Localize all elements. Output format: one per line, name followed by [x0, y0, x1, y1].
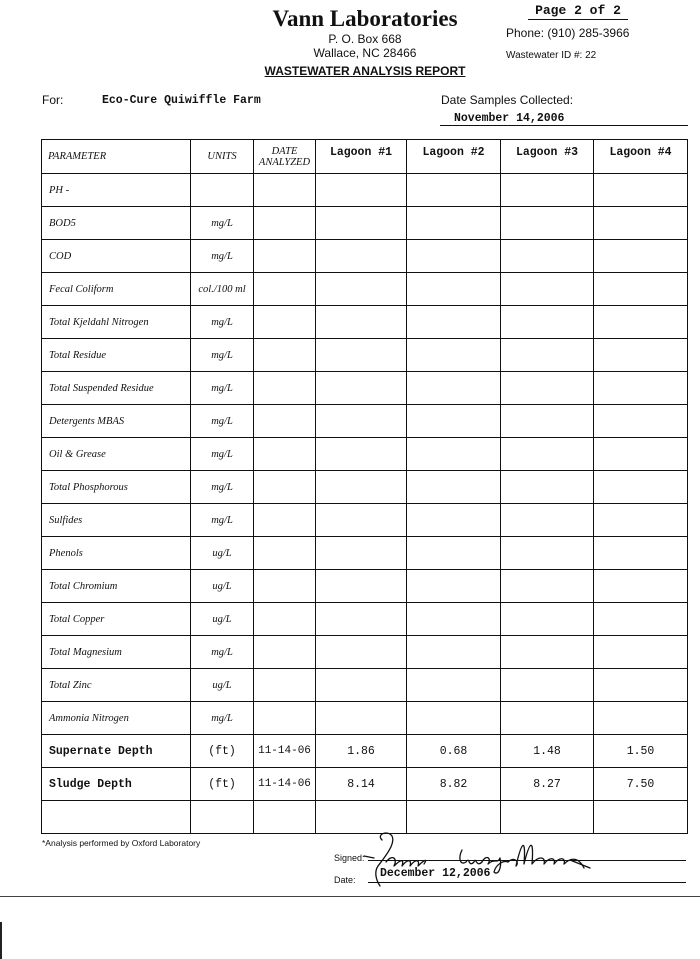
- date-analyzed-cell: [254, 603, 316, 636]
- signature-stroke-ay: [482, 858, 508, 874]
- lab-name: Vann Laboratories: [272, 6, 458, 31]
- table-row: [42, 240, 688, 273]
- date-analyzed-cell: [254, 372, 316, 405]
- lagoon-4-cell: [594, 669, 688, 702]
- units-cell: mg/L: [191, 471, 254, 504]
- date-analyzed-cell: [254, 504, 316, 537]
- lagoon-2-cell: [407, 504, 501, 537]
- lagoon-2-cell: [407, 174, 501, 207]
- lagoon-4-cell: [594, 636, 688, 669]
- lagoon-1-cell: [316, 372, 407, 405]
- signature-stroke-w: [460, 850, 482, 864]
- parameter-cell: Total Kjeldahl Nitrogen: [42, 306, 191, 339]
- parameter-cell: Detergents MBAS: [42, 405, 191, 438]
- units-cell: ug/L: [191, 669, 254, 702]
- parameter-cell: Ammonia Nitrogen: [42, 702, 191, 735]
- parameter-cell: Sludge Depth: [42, 768, 191, 801]
- parameter-cell: PH -: [42, 174, 191, 207]
- lagoon-3-cell: [501, 471, 594, 504]
- date-analyzed-cell: [254, 339, 316, 372]
- header-parameter: PARAMETER: [42, 140, 191, 174]
- lagoon-2-cell: [407, 471, 501, 504]
- footnote: *Analysis performed by Oxford Laboratory: [42, 838, 201, 848]
- lagoon-4-cell: [594, 438, 688, 471]
- lagoon-1-cell: [316, 537, 407, 570]
- lagoon-4-cell: [594, 603, 688, 636]
- empty-cell: [191, 801, 254, 834]
- date-analyzed-cell: [254, 669, 316, 702]
- units-cell: ug/L: [191, 603, 254, 636]
- table-row: [42, 735, 688, 768]
- header-units: UNITS: [191, 140, 254, 174]
- header-date-line2: ANALYZED: [258, 156, 311, 168]
- lagoon-1-cell: [316, 405, 407, 438]
- lab-phone: Phone: (910) 285-3966: [506, 26, 630, 40]
- lagoon-2-cell: [407, 273, 501, 306]
- signed-label: Signed:: [334, 853, 365, 863]
- lagoon-1-cell: [316, 636, 407, 669]
- lagoon-3-cell: [501, 372, 594, 405]
- lagoon-1-cell: [316, 339, 407, 372]
- table-row: [42, 669, 688, 702]
- lagoon-3-cell: [501, 504, 594, 537]
- lagoon-2-cell: [407, 405, 501, 438]
- header-lagoon-1: Lagoon #1: [316, 140, 407, 174]
- lagoon-4-cell: [594, 240, 688, 273]
- lagoon-3-cell: [501, 174, 594, 207]
- lagoon-1-cell: [316, 174, 407, 207]
- table-row: [42, 405, 688, 438]
- lagoon-4-cell: [594, 405, 688, 438]
- wastewater-id: Wastewater ID #: 22: [506, 50, 597, 61]
- empty-cell: [594, 801, 688, 834]
- parameter-cell: Total Magnesium: [42, 636, 191, 669]
- date-collected-value: November 14,2006: [440, 112, 688, 126]
- lagoon-4-cell: [594, 471, 688, 504]
- lagoon-3-cell: 8.27: [501, 768, 594, 801]
- lagoon-4-cell: [594, 273, 688, 306]
- date-analyzed-cell: 11-14-06: [254, 768, 316, 801]
- header-date-analyzed: [254, 140, 316, 174]
- table-row: [42, 537, 688, 570]
- lagoon-3-cell: [501, 702, 594, 735]
- units-cell: mg/L: [191, 240, 254, 273]
- header-lagoon-2: Lagoon #2: [407, 140, 501, 174]
- date-analyzed-cell: [254, 537, 316, 570]
- empty-cell: [254, 801, 316, 834]
- date-analyzed-cell: [254, 273, 316, 306]
- lagoon-3-cell: [501, 207, 594, 240]
- signature-stroke-j: [376, 833, 393, 886]
- lagoon-1-cell: [316, 570, 407, 603]
- parameter-cell: Fecal Coliform: [42, 273, 191, 306]
- lagoon-1-cell: [316, 504, 407, 537]
- units-cell: mg/L: [191, 438, 254, 471]
- lagoon-3-cell: [501, 306, 594, 339]
- table-row: [42, 372, 688, 405]
- analysis-table: [41, 139, 688, 834]
- table-row: [42, 339, 688, 372]
- lagoon-3-cell: [501, 537, 594, 570]
- scan-edge-mark: [0, 922, 2, 959]
- lagoon-2-cell: [407, 570, 501, 603]
- lagoon-2-cell: [407, 603, 501, 636]
- lagoon-1-cell: [316, 603, 407, 636]
- date-analyzed-cell: [254, 240, 316, 273]
- date-analyzed-cell: [254, 438, 316, 471]
- units-cell: mg/L: [191, 372, 254, 405]
- units-cell: mg/L: [191, 636, 254, 669]
- parameter-cell: COD: [42, 240, 191, 273]
- lagoon-1-cell: [316, 207, 407, 240]
- date-analyzed-cell: [254, 570, 316, 603]
- page-bottom-rule: [0, 896, 700, 897]
- handwritten-signature: [358, 828, 598, 892]
- table-row: [42, 471, 688, 504]
- signature-stroke-tail: [570, 860, 590, 868]
- units-cell: ug/L: [191, 537, 254, 570]
- lagoon-2-cell: [407, 240, 501, 273]
- units-cell: col./100 ml: [191, 273, 254, 306]
- empty-cell: [42, 801, 191, 834]
- parameter-cell: Oil & Grease: [42, 438, 191, 471]
- lagoon-1-cell: 8.14: [316, 768, 407, 801]
- lagoon-4-cell: [594, 570, 688, 603]
- date-analyzed-cell: [254, 636, 316, 669]
- lab-po-box: P. O. Box 668: [328, 32, 402, 46]
- lagoon-2-cell: [407, 702, 501, 735]
- lagoon-4-cell: [594, 174, 688, 207]
- header-date-line1: DATE: [271, 145, 298, 157]
- lagoon-1-cell: 1.86: [316, 735, 407, 768]
- table-row: [42, 768, 688, 801]
- units-cell: [191, 174, 254, 207]
- parameter-cell: Total Suspended Residue: [42, 372, 191, 405]
- units-cell: mg/L: [191, 405, 254, 438]
- signature-stroke-dash: [364, 856, 374, 858]
- lagoon-2-cell: 0.68: [407, 735, 501, 768]
- lagoon-3-cell: [501, 405, 594, 438]
- units-cell: mg/L: [191, 504, 254, 537]
- lagoon-4-cell: [594, 207, 688, 240]
- lagoon-1-cell: [316, 471, 407, 504]
- date-analyzed-cell: [254, 306, 316, 339]
- lagoon-3-cell: [501, 636, 594, 669]
- parameter-cell: BOD5: [42, 207, 191, 240]
- units-cell: ug/L: [191, 570, 254, 603]
- signature-stroke-first: [386, 858, 426, 866]
- lagoon-3-cell: 1.48: [501, 735, 594, 768]
- lagoon-3-cell: [501, 438, 594, 471]
- parameter-cell: Total Phosphorous: [42, 471, 191, 504]
- lagoon-2-cell: [407, 438, 501, 471]
- units-cell: (ft): [191, 735, 254, 768]
- date-analyzed-cell: [254, 405, 316, 438]
- table-row: [42, 273, 688, 306]
- lab-city: Wallace, NC 28466: [313, 46, 417, 60]
- table-row: [42, 306, 688, 339]
- page-number: Page 2 of 2: [528, 3, 628, 20]
- lagoon-2-cell: [407, 306, 501, 339]
- date-analyzed-cell: [254, 471, 316, 504]
- date-label: Date:: [334, 875, 356, 885]
- table-row: [42, 636, 688, 669]
- date-analyzed-cell: [254, 207, 316, 240]
- lagoon-2-cell: 8.82: [407, 768, 501, 801]
- date-analyzed-cell: [254, 702, 316, 735]
- lagoon-4-cell: [594, 537, 688, 570]
- header-lagoon-4: Lagoon #4: [594, 140, 688, 174]
- lagoon-4-cell: [594, 504, 688, 537]
- lagoon-3-cell: [501, 570, 594, 603]
- lagoon-3-cell: [501, 273, 594, 306]
- date-analyzed-cell: [254, 174, 316, 207]
- table-row: [42, 702, 688, 735]
- parameter-cell: Sulfides: [42, 504, 191, 537]
- lagoon-4-cell: [594, 372, 688, 405]
- lagoon-1-cell: [316, 702, 407, 735]
- units-cell: mg/L: [191, 339, 254, 372]
- lagoon-3-cell: [501, 603, 594, 636]
- parameter-cell: Supernate Depth: [42, 735, 191, 768]
- lagoon-1-cell: [316, 240, 407, 273]
- table-row: [42, 207, 688, 240]
- table-row: [42, 603, 688, 636]
- lagoon-2-cell: [407, 372, 501, 405]
- table-row: [42, 570, 688, 603]
- units-cell: mg/L: [191, 306, 254, 339]
- date-collected-label: Date Samples Collected:: [441, 93, 574, 107]
- lagoon-1-cell: [316, 669, 407, 702]
- units-cell: (ft): [191, 768, 254, 801]
- for-label: For:: [42, 93, 64, 107]
- lagoon-4-cell: [594, 339, 688, 372]
- header-lagoon-3: Lagoon #3: [501, 140, 594, 174]
- lagoon-3-cell: [501, 339, 594, 372]
- table-row: [42, 438, 688, 471]
- lagoon-2-cell: [407, 207, 501, 240]
- units-cell: mg/L: [191, 207, 254, 240]
- parameter-cell: Total Residue: [42, 339, 191, 372]
- lagoon-3-cell: [501, 240, 594, 273]
- lagoon-1-cell: [316, 306, 407, 339]
- lagoon-1-cell: [316, 273, 407, 306]
- date-analyzed-cell: 11-14-06: [254, 735, 316, 768]
- signed-date: December 12,2006: [368, 867, 686, 883]
- lagoon-2-cell: [407, 669, 501, 702]
- parameter-cell: Total Chromium: [42, 570, 191, 603]
- lagoon-4-cell: [594, 702, 688, 735]
- lagoon-4-cell: [594, 306, 688, 339]
- report-title: WASTEWATER ANALYSIS REPORT: [264, 64, 466, 78]
- table-row: [42, 174, 688, 207]
- signature-stroke-last: [508, 845, 584, 868]
- table-header-row: [42, 140, 688, 174]
- units-cell: mg/L: [191, 702, 254, 735]
- lagoon-3-cell: [501, 669, 594, 702]
- parameter-cell: Phenols: [42, 537, 191, 570]
- parameter-cell: Total Copper: [42, 603, 191, 636]
- table-row: [42, 504, 688, 537]
- lagoon-2-cell: [407, 339, 501, 372]
- farm-name: Eco-Cure Quiwiffle Farm: [102, 94, 261, 107]
- lagoon-4-cell: 1.50: [594, 735, 688, 768]
- lagoon-1-cell: [316, 438, 407, 471]
- parameter-cell: Total Zinc: [42, 669, 191, 702]
- lagoon-2-cell: [407, 537, 501, 570]
- lagoon-4-cell: 7.50: [594, 768, 688, 801]
- lagoon-2-cell: [407, 636, 501, 669]
